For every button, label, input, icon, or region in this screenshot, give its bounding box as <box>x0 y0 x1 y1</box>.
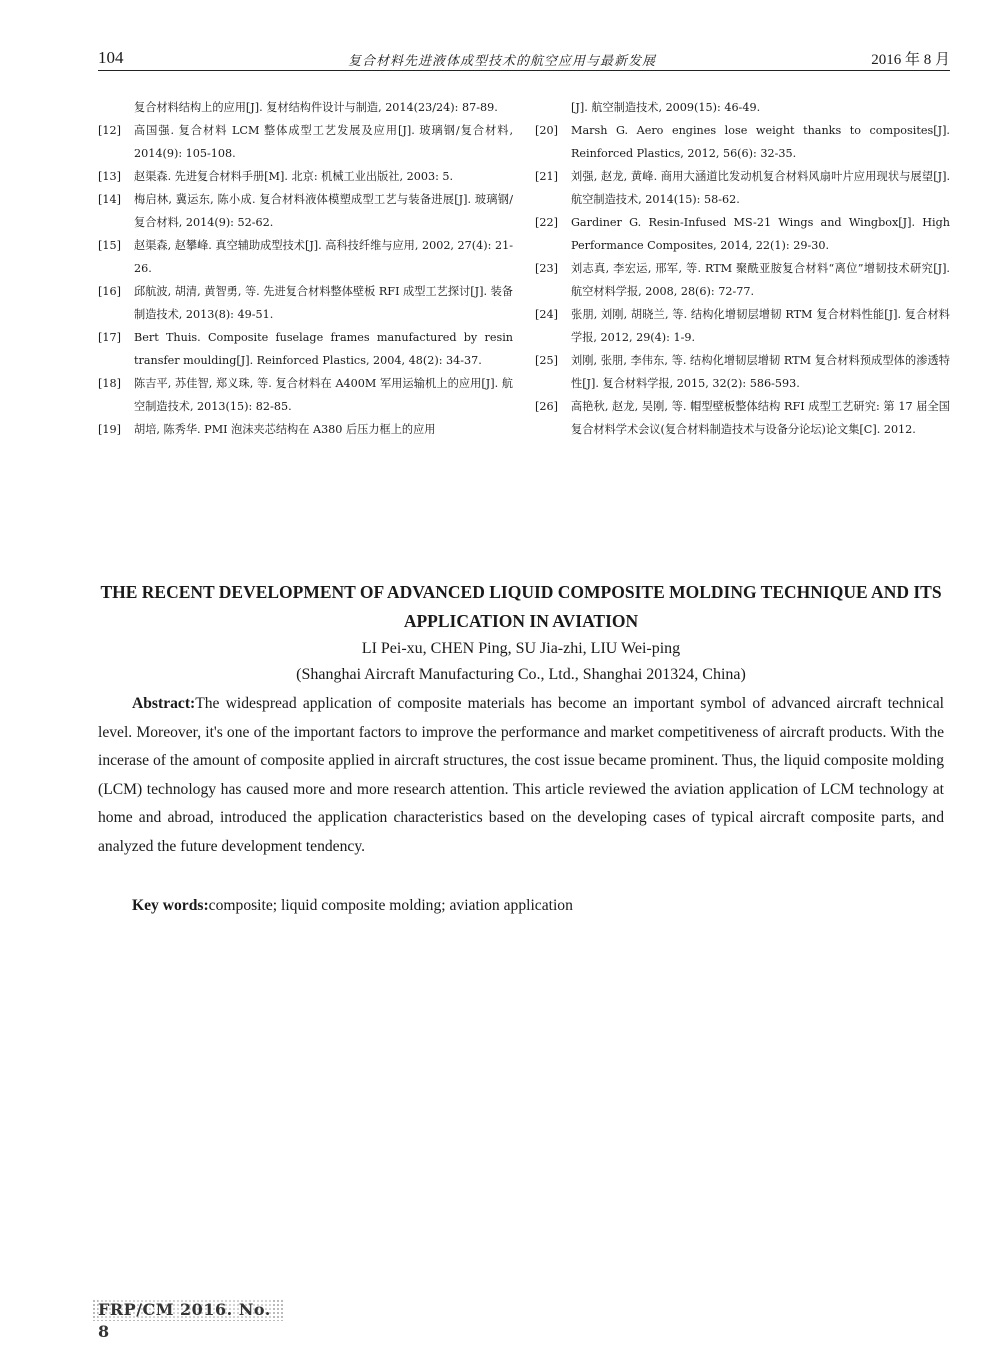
reference-item <box>98 418 513 441</box>
reference-item <box>98 165 513 188</box>
reference-number: [25] <box>535 354 558 367</box>
running-title: 复合材料先进液体成型技术的航空应用与最新发展 <box>348 54 657 69</box>
english-abstract <box>98 690 944 861</box>
issue-date: 2016 年 8 月 <box>871 52 950 68</box>
footer-mark-text: FRP/CM 2016. No. 8 <box>98 1300 271 1341</box>
journal-footer-mark <box>92 1299 284 1341</box>
references-right-column <box>535 96 950 441</box>
reference-text: 胡培, 陈秀华. PMI 泡沫夹芯结构在 A380 后压力框上的应用 <box>134 423 436 436</box>
reference-text: [J]. 航空制造技术, 2009(15): 46-49. <box>571 101 761 114</box>
reference-text: 高国强. 复合材料 LCM 整体成型工艺发展及应用[J]. 玻璃钢/复合材料, 2014(9): 105-108. <box>134 124 513 160</box>
keywords-label: Key words: <box>132 897 209 914</box>
abstract-label: Abstract: <box>132 695 196 712</box>
reference-item <box>535 119 950 165</box>
reference-text: 刘强, 赵龙, 黄峰. 商用大涵道比发动机复合材料风扇叶片应用现状与展望[J]. 航空制造技术, 2014(15): 58-62. <box>571 170 950 206</box>
reference-item <box>535 395 950 441</box>
running-header <box>98 44 950 71</box>
reference-text: 邱航波, 胡清, 黄智勇, 等. 先进复合材料整体壁板 RFI 成型工艺探讨[J]. 装备制造技术, 2013(8): 49-51. <box>134 285 513 321</box>
keywords-text: composite; liquid composite molding; aviation application <box>208 897 573 914</box>
reference-item <box>535 96 950 119</box>
reference-item <box>98 372 513 418</box>
reference-text: 赵渠森, 赵攀峰. 真空辅助成型技术[J]. 高科技纤维与应用, 2002, 27(4): 21-26. <box>134 239 513 275</box>
reference-number: [18] <box>98 377 121 390</box>
reference-number: [12] <box>98 124 121 137</box>
reference-number: [22] <box>535 216 558 229</box>
reference-text: 高艳秋, 赵龙, 吴刚, 等. 帽型壁板整体结构 RFI 成型工艺研究: 第 17 届全国复合材料学术会议(复合材料制造技术与设备分论坛)论文集[C]. 2012. <box>571 400 950 436</box>
reference-item <box>535 303 950 349</box>
english-affiliation: (Shanghai Aircraft Manufacturing Co., Ltd., Shanghai 201324, China) <box>296 666 746 683</box>
reference-text: Marsh G. Aero engines lose weight thanks to composites[J]. Reinforced Plastics, 2012, 56(6): 32-35. <box>571 124 950 160</box>
reference-number: [17] <box>98 331 121 344</box>
english-keywords <box>98 894 944 918</box>
references-left-column <box>98 96 513 441</box>
english-title: THE RECENT DEVELOPMENT OF ADVANCED LIQUID COMPOSITE MOLDING TECHNIQUE AND ITS APPLICATION IN AVIATION <box>100 582 942 631</box>
reference-number: [24] <box>535 308 558 321</box>
reference-item <box>535 349 950 395</box>
reference-item <box>98 280 513 326</box>
reference-text: 梅启林, 冀运东, 陈小成. 复合材料液体模塑成型工艺与装备进展[J]. 玻璃钢/复合材料, 2014(9): 52-62. <box>134 193 513 229</box>
reference-number: [21] <box>535 170 558 183</box>
reference-text: Gardiner G. Resin-Infused MS-21 Wings and Wingbox[J]. High Performance Composites, 2014, 22(1): 29-30. <box>571 216 950 252</box>
reference-number: [23] <box>535 262 558 275</box>
reference-number: [19] <box>98 423 121 436</box>
reference-text: 刘刚, 张朋, 李伟东, 等. 结构化增韧层增韧 RTM 复合材料预成型体的渗透特性[J]. 复合材料学报, 2015, 32(2): 586-593. <box>571 354 950 390</box>
reference-text: 张朋, 刘刚, 胡晓兰, 等. 结构化增韧层增韧 RTM 复合材料性能[J]. 复合材料学报, 2012, 29(4): 1-9. <box>571 308 950 344</box>
reference-item <box>98 119 513 165</box>
reference-item <box>535 165 950 211</box>
reference-item <box>535 211 950 257</box>
reference-text: Bert Thuis. Composite fuselage frames manufactured by resin transfer moulding[J]. Reinforced Plastics, 2004, 48(2): 34-37. <box>134 331 513 367</box>
reference-item <box>98 188 513 234</box>
abstract-text: The widespread application of composite materials has become an important symbol of advanced aircraft technical level. Moreover, it's one of the important factors to improve the performance and market competitiveness of aircraft products. With the incerase of the amount of composite applied in aircraft structures, the cost issue became prominent. Thus, the liquid composite molding (LCM) technology has caused more and more research attention. This article reviewed the aviation application of LCM technology at home and abroad, introduced the application characteristics based on the developing cases of typical aircraft composite parts, and analyzed the future development tendency. <box>98 695 944 855</box>
reference-number: [20] <box>535 124 558 137</box>
reference-text: 复合材料结构上的应用[J]. 复材结构件设计与制造, 2014(23/24): 87-89. <box>134 101 498 114</box>
reference-number: [16] <box>98 285 121 298</box>
reference-text: 赵渠森. 先进复合材料手册[M]. 北京: 机械工业出版社, 2003: 5. <box>134 170 454 183</box>
reference-number: [15] <box>98 239 121 252</box>
reference-text: 刘志真, 李宏运, 邢军, 等. RTM 聚酰亚胺复合材料“离位”增韧技术研究[J]. 航空材料学报, 2008, 28(6): 72-77. <box>571 262 950 298</box>
reference-item <box>98 96 513 119</box>
english-authors: LI Pei-xu, CHEN Ping, SU Jia-zhi, LIU Wei-ping <box>361 640 681 657</box>
reference-item <box>535 257 950 303</box>
reference-text: 陈吉平, 苏佳智, 郑义珠, 等. 复合材料在 A400M 军用运输机上的应用[J]. 航空制造技术, 2013(15): 82-85. <box>134 377 513 413</box>
page-number: 104 <box>98 48 124 67</box>
reference-item <box>98 326 513 372</box>
reference-number: [26] <box>535 400 558 413</box>
reference-item <box>98 234 513 280</box>
reference-number: [13] <box>98 170 121 183</box>
reference-number: [14] <box>98 193 121 206</box>
